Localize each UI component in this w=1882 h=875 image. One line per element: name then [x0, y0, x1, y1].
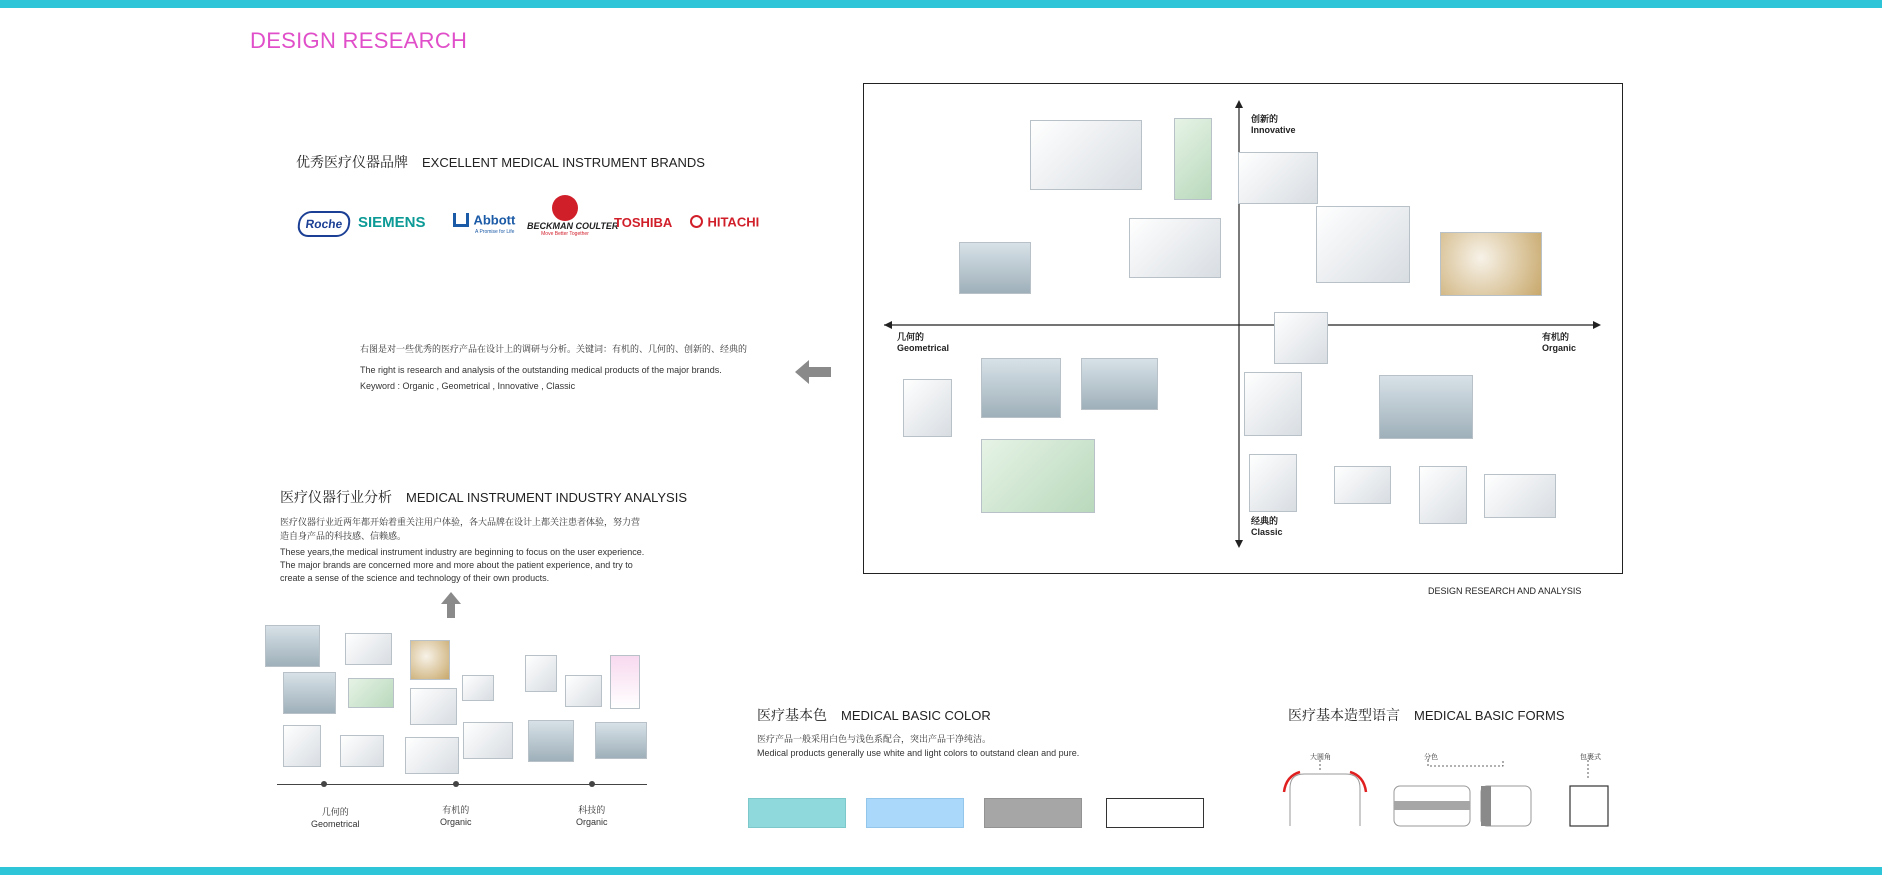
chart-product-image	[1174, 118, 1212, 200]
industry-zh-line1: 医疗仪器行业近两年都开始着重关注用户体验，各大品牌在设计上都关注患者体验，努力营	[280, 517, 641, 527]
chart-product-image	[1129, 218, 1221, 278]
research-note-en: The right is research and analysis of the outstanding medical products of the major brands.	[360, 365, 722, 375]
positioning-chart	[863, 83, 1623, 574]
form-label-rounded: 大圆角	[1310, 754, 1331, 761]
basic-color-heading-en: MEDICAL BASIC COLOR	[841, 708, 991, 723]
color-split-form-icon	[1393, 758, 1538, 828]
research-note-zh: 右图是对一些优秀的医疗产品在设计上的调研与分析。关键词：有机的、几何的、创新的、经典的	[360, 344, 748, 354]
industry-heading-en: MEDICAL INSTRUMENT INDUSTRY ANALYSIS	[406, 490, 688, 505]
research-keywords: Keyword : Organic , Geometrical , Innovative , Classic	[360, 381, 576, 391]
industry-en-line2: The major brands are concerned more and more about the patient experience, and try to	[280, 560, 633, 570]
rounded-corner-form-icon	[1280, 758, 1380, 828]
toshiba-logo: TOSHIBA	[614, 215, 673, 230]
color-swatch-blue	[866, 798, 964, 828]
industry-en-line3: create a sense of the science and technology of their own products.	[280, 573, 550, 583]
timeline-label-tech: 科技的 Organic	[576, 805, 608, 827]
chart-product-image	[959, 242, 1031, 294]
chart-product-image	[903, 379, 952, 437]
color-swatch-gray	[984, 798, 1082, 828]
product-image	[340, 735, 384, 767]
product-image	[525, 655, 557, 692]
basic-forms-heading-en: MEDICAL BASIC FORMS	[1414, 708, 1565, 723]
product-image	[345, 633, 392, 665]
product-image	[462, 675, 494, 701]
beckman-coulter-logo: BECKMAN COULTER Move Better Together	[527, 195, 603, 237]
axis-label-geometrical: 几何的 Geometrical	[897, 332, 950, 353]
timeline-dot	[589, 781, 595, 787]
chart-product-image	[1030, 120, 1142, 190]
industry-heading-zh: 医疗仪器行业分析	[280, 489, 392, 505]
brands-heading	[296, 152, 705, 172]
brands-heading-en: EXCELLENT MEDICAL INSTRUMENT BRANDS	[422, 155, 705, 170]
product-image	[283, 672, 336, 714]
chart-product-image	[1379, 375, 1473, 439]
chart-product-image	[981, 439, 1095, 513]
industry-en-line1: These years,the medical instrument industry are beginning to focus on the user experience.	[280, 547, 645, 557]
siemens-logo: SIEMENS	[358, 214, 426, 231]
chart-product-image	[1334, 466, 1391, 504]
basic-forms-heading	[1288, 705, 1564, 725]
timeline-label-organic: 有机的 Organic	[440, 805, 472, 827]
abbott-logo: Abbott A Promise for Life	[453, 211, 515, 235]
top-accent-band	[0, 0, 1882, 8]
roche-logo: Roche	[296, 211, 352, 237]
axis-label-classic: 经典的 Classic	[1251, 516, 1283, 537]
industry-zh-line2: 造自身产品的科技感、信赖感。	[280, 531, 407, 541]
axis-label-organic: 有机的 Organic	[1542, 332, 1577, 353]
chart-product-image	[1316, 206, 1410, 283]
basic-color-heading	[757, 705, 991, 725]
basic-color-en: Medical products generally use white and light colors to outstand clean and pure.	[757, 748, 1080, 758]
bottom-accent-band	[0, 867, 1882, 875]
form-label-wrap: 包裹式	[1580, 754, 1601, 761]
product-image	[463, 722, 513, 759]
arrow-left-icon	[795, 360, 831, 384]
product-image	[610, 655, 640, 709]
chart-product-image	[1081, 358, 1158, 410]
chart-product-image	[1274, 312, 1328, 364]
product-image	[283, 725, 321, 767]
chart-product-image	[1244, 372, 1302, 436]
product-image	[410, 688, 457, 725]
timeline-label-geometrical: 几何的 Geometrical	[311, 807, 360, 829]
product-image	[595, 722, 647, 759]
chart-product-image	[981, 358, 1061, 418]
wrapped-form-icon	[1568, 758, 1613, 828]
product-image	[565, 675, 602, 707]
chart-product-image	[1249, 454, 1297, 512]
product-image	[410, 640, 450, 680]
axis-label-innovative: 创新的 Innovative	[1251, 114, 1296, 135]
product-image	[348, 678, 394, 708]
hitachi-logo: HITACHI	[690, 213, 759, 231]
basic-color-zh: 医疗产品一般采用白色与浅色系配合，突出产品干净纯洁。	[757, 734, 992, 744]
color-swatch-cyan	[748, 798, 846, 828]
chart-product-image	[1484, 474, 1556, 518]
industry-heading	[280, 487, 687, 507]
chart-caption: DESIGN RESEARCH AND ANALYSIS	[1428, 586, 1582, 596]
arrow-up-icon	[441, 592, 461, 618]
page-title: DESIGN RESEARCH	[250, 28, 468, 53]
product-image	[528, 720, 574, 762]
color-swatch-white	[1106, 798, 1204, 828]
product-image	[405, 737, 459, 774]
form-label-color-split: 分色	[1424, 754, 1438, 761]
basic-color-heading-zh: 医疗基本色	[757, 707, 827, 723]
chart-product-image	[1419, 466, 1467, 524]
chart-product-image	[1440, 232, 1542, 296]
brands-heading-zh: 优秀医疗仪器品牌	[296, 154, 408, 170]
product-image	[265, 625, 320, 667]
basic-forms-heading-zh: 医疗基本造型语言	[1288, 707, 1400, 723]
chart-product-image	[1238, 152, 1318, 204]
timeline-dot	[453, 781, 459, 787]
timeline-dot	[321, 781, 327, 787]
